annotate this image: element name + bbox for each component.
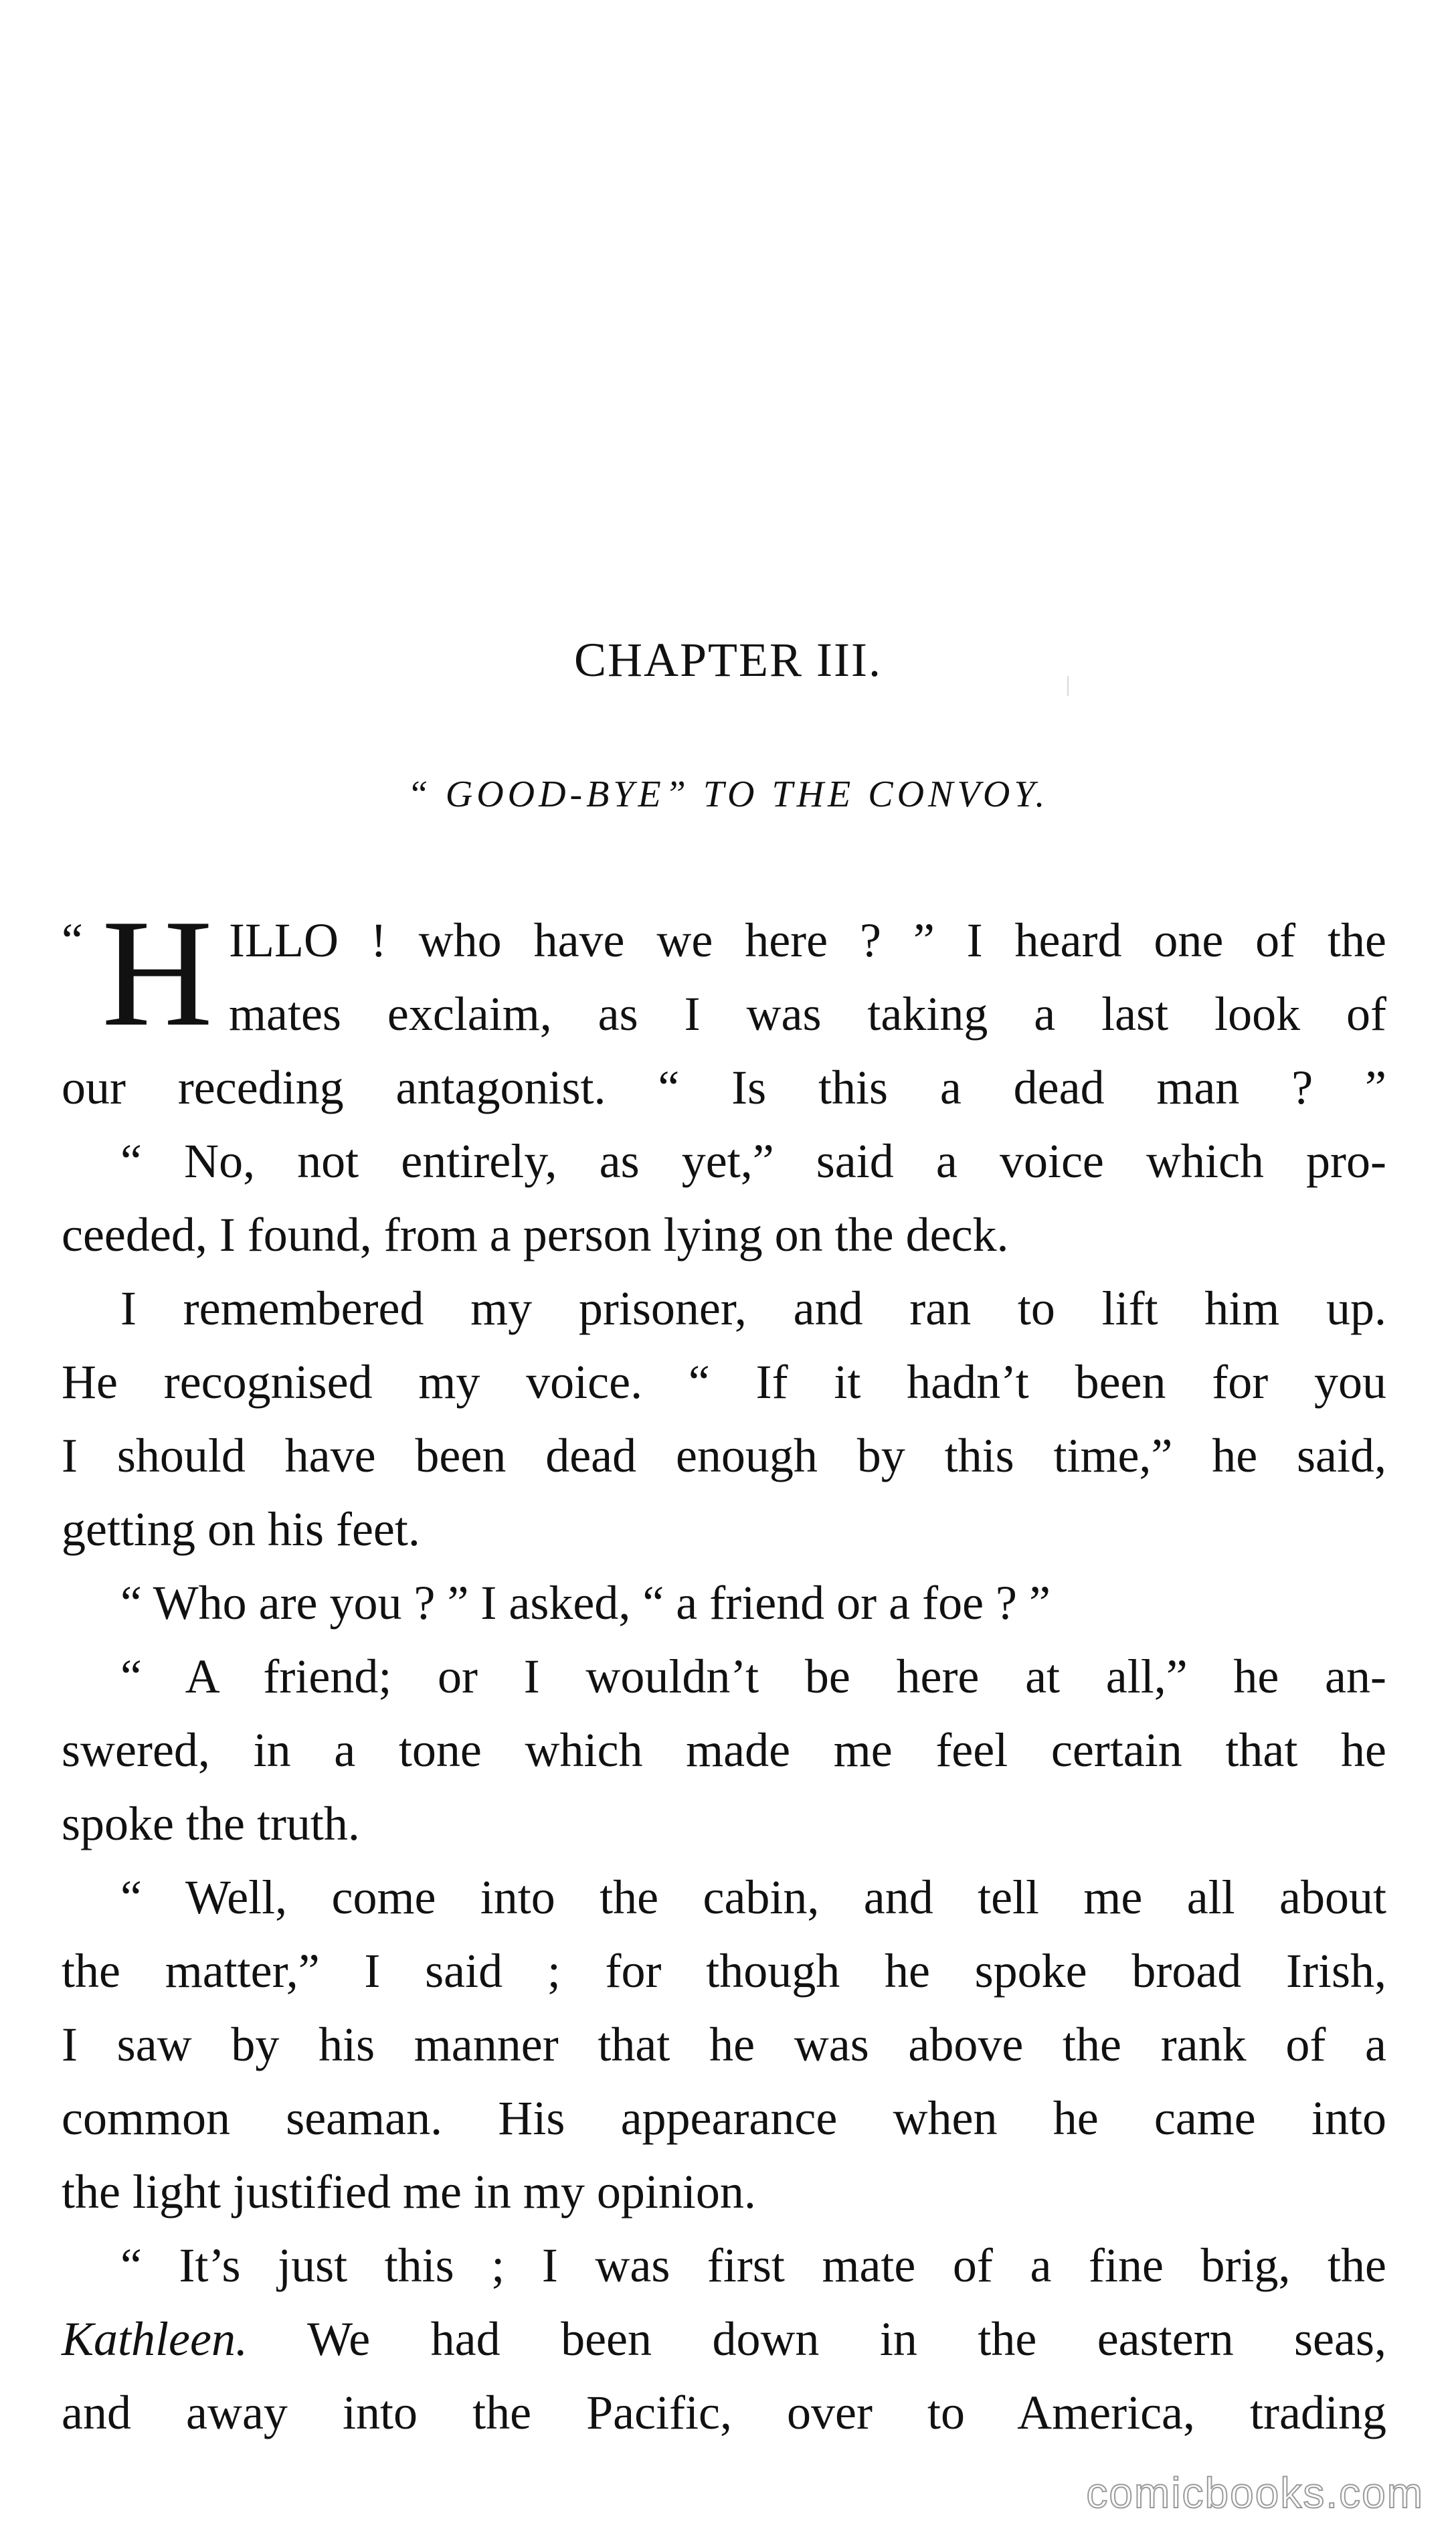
text-line: our receding antagonist. “ Is this a dead man ? ” xyxy=(62,1061,1386,1114)
chapter-heading: CHAPTER III. xyxy=(574,633,882,687)
chapter-subtitle: “ GOOD-BYE” TO THE CONVOY. xyxy=(407,774,1049,815)
text-line xyxy=(62,2302,1386,2376)
line-text: ILLO ! who have we here ? ” I heard one of the xyxy=(229,913,1386,967)
text-line: ceeded, I found, from a person lying on the deck. xyxy=(62,1208,1009,1262)
text-line: “ No, not entirely, as yet,” said a voice which pro- xyxy=(120,1134,1386,1188)
watermark-logo: comicbooks.com xyxy=(1086,2469,1424,2517)
text-line: and away into the Pacific, over to America, trading xyxy=(62,2386,1386,2439)
opening-quote: “ xyxy=(62,913,83,967)
drop-cap: H xyxy=(102,887,213,1058)
ship-name: Kathleen. xyxy=(62,2312,248,2366)
line-text: We had been down in the eastern seas, xyxy=(247,2312,1386,2366)
text-line: “ Who are you ? ” I asked, “ a friend or a foe ? ” xyxy=(120,1576,1051,1630)
text-line: “ A friend; or I wouldn’t be here at all,” he an- xyxy=(120,1650,1386,1703)
text-line: getting on his feet. xyxy=(62,1502,420,1556)
text-line: I should have been dead enough by this time,” he said, xyxy=(62,1429,1386,1482)
text-line: swered, in a tone which made me feel certain that he xyxy=(62,1723,1386,1777)
text-line: spoke the truth. xyxy=(62,1797,360,1850)
text-line: “ It’s just this ; I was first mate of a fine brig, the xyxy=(120,2239,1386,2292)
text-line: “ Well, come into the cabin, and tell me all about xyxy=(120,1870,1386,1924)
text-line: I saw by his manner that he was above the rank of a xyxy=(62,2018,1386,2071)
text-line: the light justified me in my opinion. xyxy=(62,2165,756,2218)
text-line: the matter,” I said ; for though he spoke broad Irish, xyxy=(62,1944,1386,1998)
print-speck xyxy=(1067,676,1069,696)
text-line: I remembered my prisoner, and ran to lift him up. xyxy=(120,1282,1386,1335)
text-line: He recognised my voice. “ If it hadn’t been for you xyxy=(62,1355,1386,1409)
body-text xyxy=(62,887,1386,2449)
text-line: mates exclaim, as I was taking a last look of xyxy=(229,987,1386,1041)
text-line: common seaman. His appearance when he came into xyxy=(62,2091,1386,2145)
